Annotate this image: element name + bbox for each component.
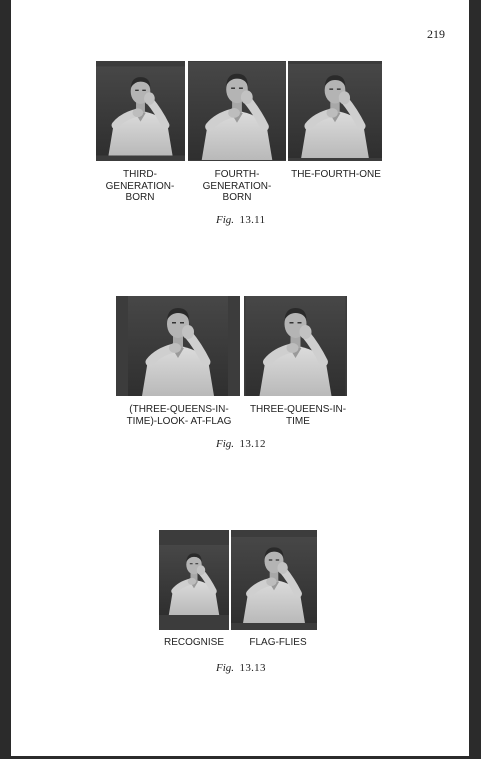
signer-image: [231, 530, 317, 630]
caption-fourth-generation-born: FOURTH- GENERATION- BORN: [202, 169, 272, 203]
sign-photo-fourth-generation-born: [188, 61, 286, 161]
signer-image: [188, 61, 286, 161]
figure-label-13-11: [216, 214, 265, 226]
sign-photo-the-fourth-one: [288, 61, 382, 161]
sign-photo-recognise: [159, 530, 229, 630]
figure-number: 13.13: [239, 662, 266, 674]
figure-prefix: Fig.: [216, 214, 235, 226]
signer-image: [96, 61, 185, 161]
figure-label-13-12: [216, 438, 266, 450]
caption-recognise: RECOGNISE: [163, 637, 224, 648]
figure-prefix: Fig.: [216, 438, 235, 450]
signer-image: [159, 530, 229, 630]
book-page: [11, 0, 469, 756]
figure-number: 13.11: [239, 214, 266, 226]
caption-three-queens-in-time: THREE-QUEENS-IN- TIME: [249, 404, 347, 427]
figure-prefix: Fig.: [216, 662, 235, 674]
signer-image: [288, 61, 382, 161]
page-number: 219: [427, 27, 445, 41]
caption-flag-flies: FLAG-FLIES: [249, 637, 307, 648]
caption-third-generation-born: THIRD- GENERATION- BORN: [105, 169, 175, 203]
caption-the-fourth-one: THE-FOURTH-ONE: [291, 169, 381, 180]
figure-label-13-13: [216, 662, 266, 674]
caption-look-at-flag: (THREE-QUEENS-IN- TIME)-LOOK- AT-FLAG: [126, 404, 232, 427]
signer-image: [116, 296, 240, 396]
sign-photo-flag-flies: [231, 530, 317, 630]
sign-photo-third-generation-born: [96, 61, 185, 161]
sign-photo-look-at-flag: [116, 296, 240, 396]
signer-image: [244, 296, 347, 396]
figure-number: 13.12: [239, 438, 266, 450]
sign-photo-three-queens-in-time: [244, 296, 347, 396]
